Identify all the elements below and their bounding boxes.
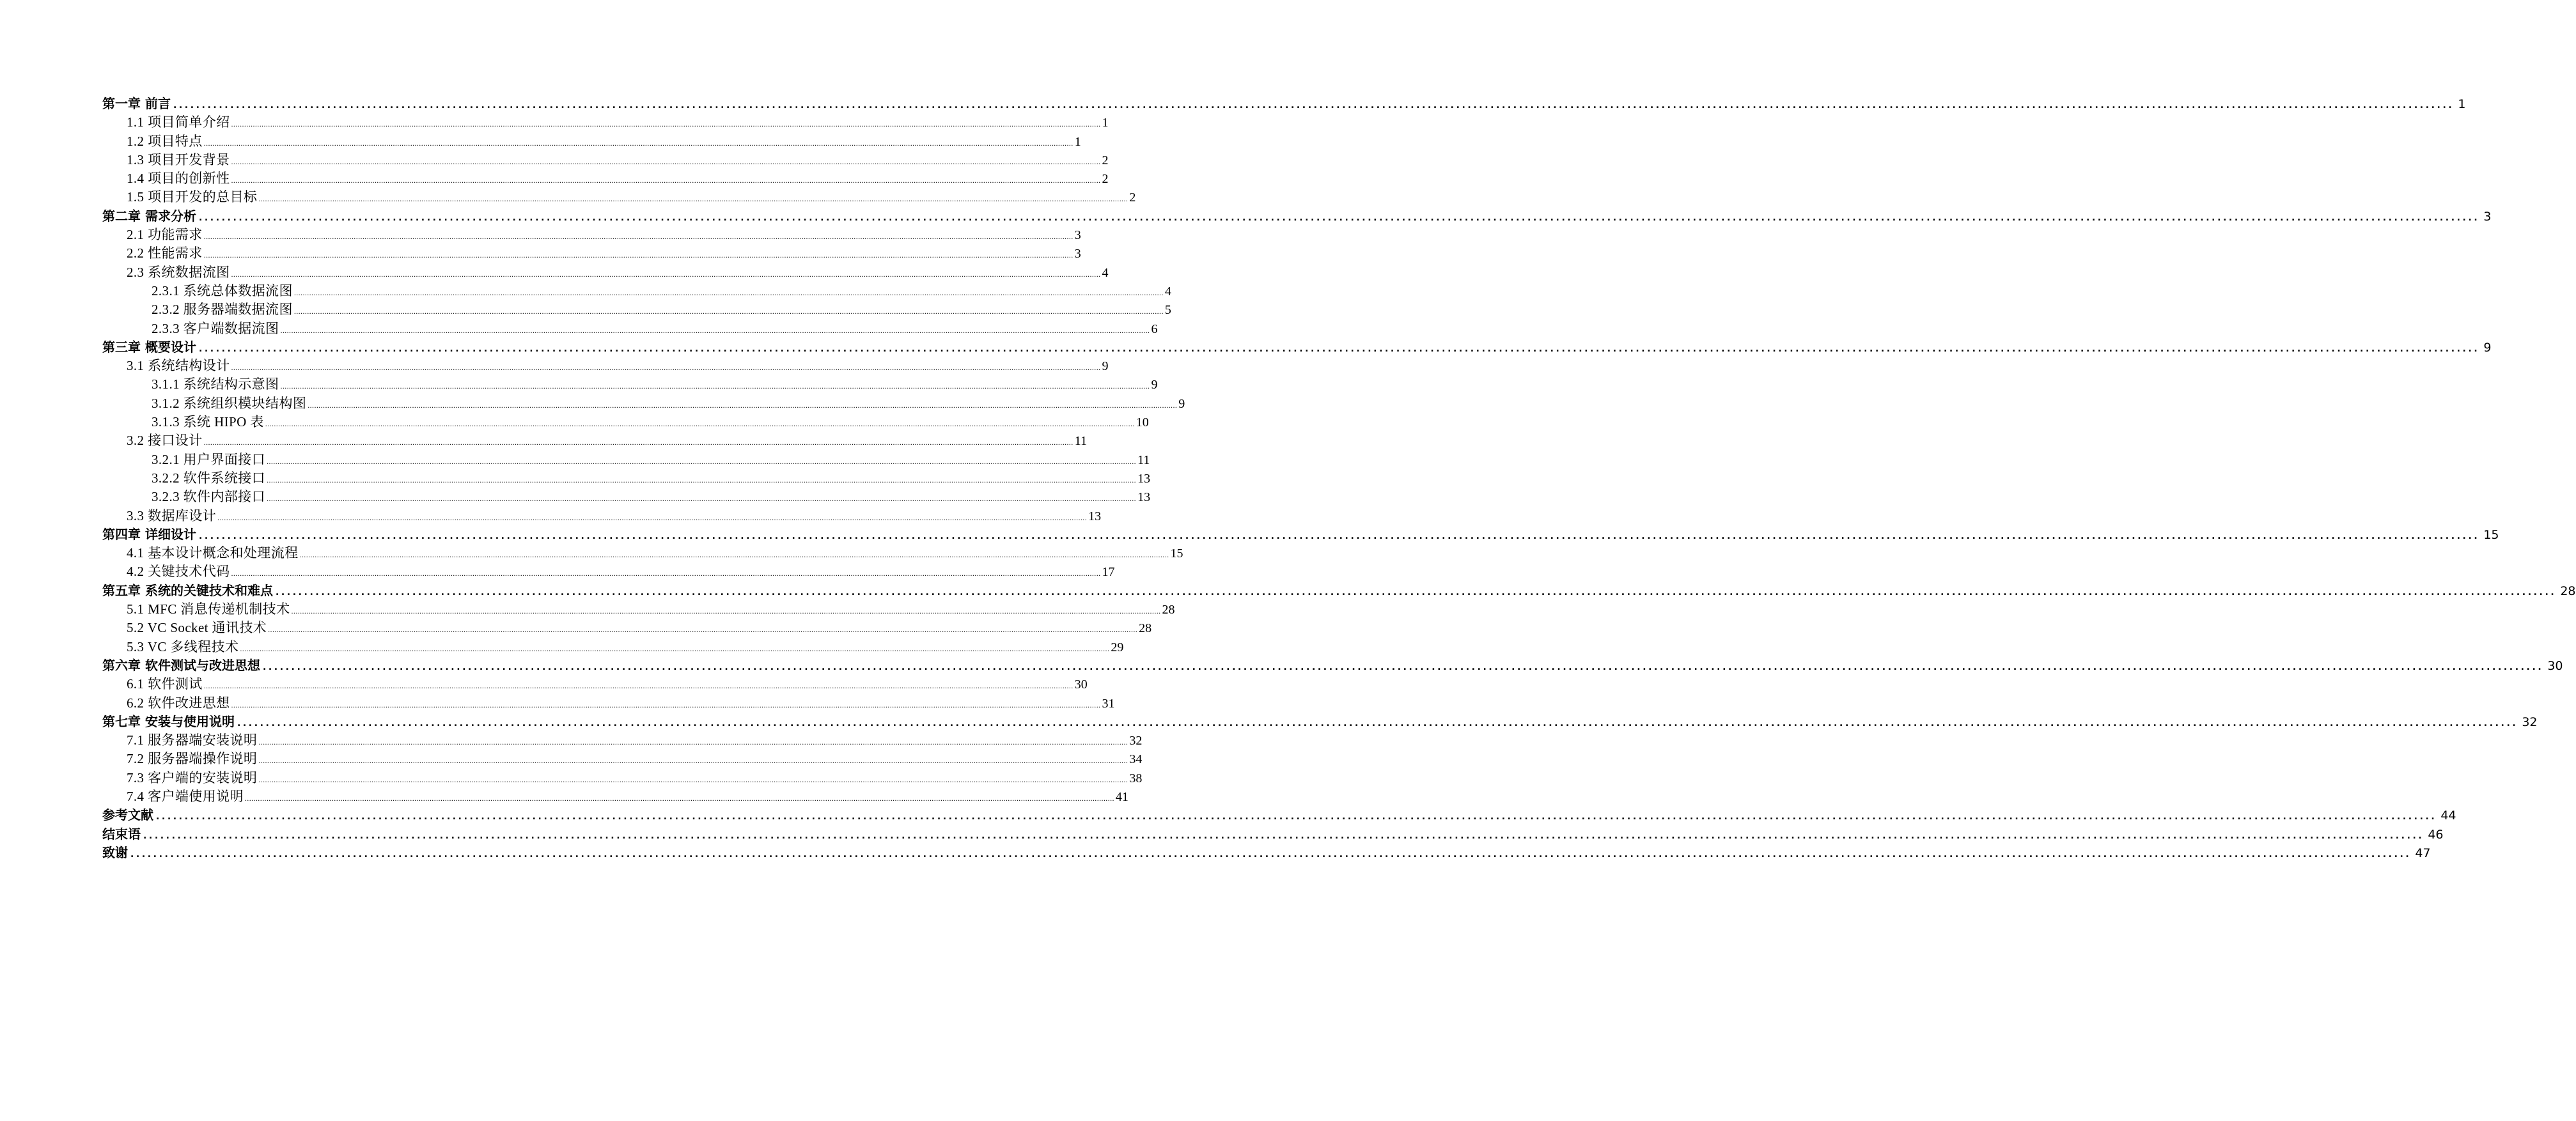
toc-section-entry[interactable]: [102, 132, 1081, 151]
toc-dot-leader: ................................................................................................................................................................................................................................................................................................................................................................................................................: [231, 363, 1101, 373]
toc-dot-leader: ................................................................................................................................................................................................................................................................................................................................................................................................................: [156, 812, 2437, 823]
toc-page-number: 6: [1151, 321, 1158, 336]
toc-section-entry[interactable]: [102, 431, 1087, 450]
toc-page-number: 11: [1137, 452, 1150, 467]
toc-entry-title: 第四章 详细设计: [102, 526, 196, 542]
toc-page-number: 4: [1102, 265, 1109, 280]
toc-section-entry[interactable]: [102, 357, 1109, 375]
toc-entry-title: 2.3.3 客户端数据流图: [152, 320, 279, 336]
toc-page-number: 1: [2458, 97, 2466, 111]
toc-dot-leader: ................................................................................................................................................................................................................................................................................................................................................................................................................: [231, 700, 1101, 709]
toc-page-number: 32: [2522, 715, 2538, 729]
toc-page-number: 15: [1170, 546, 1183, 561]
toc-page-number: 44: [2440, 808, 2456, 823]
toc-dot-leader: ................................................................................................................................................................................................................................................................................................................................................................................................................: [173, 100, 2455, 111]
toc-chapter-entry[interactable]: [102, 713, 2538, 731]
toc-subsection-entry[interactable]: [102, 394, 1185, 413]
toc-page-number: 13: [1088, 509, 1102, 523]
toc-subsection-entry[interactable]: [102, 300, 1171, 319]
toc-entry-title: 7.2 服务器端操作说明: [127, 751, 258, 767]
toc-section-entry[interactable]: [102, 188, 1136, 206]
toc-dot-leader: ................................................................................................................................................................................................................................................................................................................................................................................................................: [240, 644, 1110, 653]
toc-page-number: 28: [1162, 603, 1175, 617]
toc-dot-leader: ................................................................................................................................................................................................................................................................................................................................................................................................................: [231, 176, 1101, 185]
toc-page-number: 29: [1111, 640, 1124, 654]
toc-dot-leader: ................................................................................................................................................................................................................................................................................................................................................................................................................: [299, 550, 1169, 560]
toc-chapter-entry[interactable]: [102, 338, 2492, 357]
toc-entry-title: 3.2 接口设计: [127, 433, 203, 449]
toc-dot-leader: ................................................................................................................................................................................................................................................................................................................................................................................................................: [275, 587, 2557, 598]
toc-section-entry[interactable]: [102, 787, 1128, 806]
toc-entry-title: 1.5 项目开发的总目标: [127, 189, 258, 205]
toc-chapter-entry[interactable]: [102, 95, 2466, 113]
toc-dot-leader: ................................................................................................................................................................................................................................................................................................................................................................................................................: [267, 456, 1137, 466]
toc-section-entry[interactable]: [102, 544, 1183, 562]
toc-entry-title: 7.4 客户端使用说明: [127, 788, 244, 804]
toc-page-number: 10: [1136, 415, 1149, 430]
toc-page-number: 28: [1139, 621, 1152, 636]
toc-page-number: 32: [1129, 734, 1143, 748]
toc-chapter-entry[interactable]: [102, 825, 2444, 844]
toc-dot-leader: ................................................................................................................................................................................................................................................................................................................................................................................................................: [203, 138, 1073, 148]
toc-page-number: 2: [1102, 172, 1109, 187]
toc-page-number: 9: [1102, 359, 1109, 374]
toc-dot-leader: ................................................................................................................................................................................................................................................................................................................................................................................................................: [280, 325, 1150, 335]
toc-entry-title: 第七章 安装与使用说明: [102, 713, 235, 729]
toc-page-number: 28: [2560, 584, 2576, 598]
table-of-contents: [102, 95, 2576, 862]
toc-section-entry[interactable]: [102, 731, 1143, 750]
toc-dot-leader: ................................................................................................................................................................................................................................................................................................................................................................................................................: [265, 419, 1135, 429]
toc-entry-title: 第五章 系统的关键技术和难点: [102, 582, 273, 598]
toc-section-entry[interactable]: [102, 244, 1081, 263]
toc-dot-leader: ................................................................................................................................................................................................................................................................................................................................................................................................................: [258, 194, 1128, 204]
toc-section-entry[interactable]: [102, 226, 1081, 244]
toc-subsection-entry[interactable]: [102, 488, 1151, 506]
toc-entry-title: 3.2.3 软件内部接口: [152, 489, 266, 505]
toc-dot-leader: ................................................................................................................................................................................................................................................................................................................................................................................................................: [268, 625, 1138, 635]
toc-dot-leader: ................................................................................................................................................................................................................................................................................................................................................................................................................: [258, 756, 1128, 766]
toc-section-entry[interactable]: [102, 638, 1124, 656]
toc-section-entry[interactable]: [102, 694, 1115, 713]
toc-entry-title: 6.2 软件改进思想: [127, 695, 230, 711]
toc-section-entry[interactable]: [102, 750, 1143, 768]
toc-entry-title: 第二章 需求分析: [102, 208, 196, 224]
toc-page-number: 11: [1074, 434, 1087, 449]
toc-entry-title: 3.1.3 系统 HIPO 表: [152, 414, 264, 430]
toc-page-number: 46: [2428, 827, 2444, 842]
toc-subsection-entry[interactable]: [102, 469, 1151, 488]
toc-dot-leader: ................................................................................................................................................................................................................................................................................................................................................................................................................: [231, 120, 1101, 129]
toc-page-number: 3: [1074, 228, 1081, 243]
toc-entry-title: 3.3 数据库设计: [127, 507, 217, 523]
toc-subsection-entry[interactable]: [102, 451, 1150, 469]
toc-subsection-entry[interactable]: [102, 282, 1171, 300]
toc-dot-leader: ................................................................................................................................................................................................................................................................................................................................................................................................................: [217, 513, 1088, 522]
toc-chapter-entry[interactable]: [102, 806, 2456, 824]
toc-dot-leader: ................................................................................................................................................................................................................................................................................................................................................................................................................: [258, 738, 1128, 747]
toc-dot-leader: ................................................................................................................................................................................................................................................................................................................................................................................................................: [231, 269, 1101, 279]
toc-section-entry[interactable]: [102, 113, 1109, 132]
toc-subsection-entry[interactable]: [102, 320, 1158, 338]
toc-entry-title: 3.2.2 软件系统接口: [152, 470, 266, 486]
toc-entry-title: 6.1 软件测试: [127, 676, 203, 692]
toc-page-number: 9: [1151, 378, 1158, 392]
toc-dot-leader: ................................................................................................................................................................................................................................................................................................................................................................................................................: [231, 157, 1101, 166]
toc-entry-title: 3.1.1 系统结构示意图: [152, 376, 279, 392]
toc-entry-title: 7.3 客户端的安装说明: [127, 769, 258, 785]
toc-dot-leader: ................................................................................................................................................................................................................................................................................................................................................................................................................: [143, 830, 2424, 841]
toc-entry-title: 5.1 MFC 消息传递机制技术: [127, 601, 290, 617]
toc-chapter-entry[interactable]: [102, 656, 2563, 675]
toc-section-entry[interactable]: [102, 600, 1175, 619]
toc-page-number: 41: [1115, 789, 1128, 804]
toc-section-entry[interactable]: [102, 562, 1115, 581]
toc-page-number: 3: [2483, 209, 2492, 224]
toc-chapter-entry[interactable]: [102, 844, 2431, 862]
toc-page-number: 17: [1102, 565, 1115, 580]
toc-dot-leader: ................................................................................................................................................................................................................................................................................................................................................................................................................: [291, 607, 1161, 616]
toc-entry-title: 第三章 概要设计: [102, 339, 196, 355]
toc-entry-title: 第一章 前言: [102, 96, 171, 111]
toc-dot-leader: ................................................................................................................................................................................................................................................................................................................................................................................................................: [203, 438, 1073, 447]
toc-entry-title: 5.3 VC 多线程技术: [127, 638, 239, 654]
toc-entry-title: 4.1 基本设计概念和处理流程: [127, 545, 299, 561]
toc-subsection-entry[interactable]: [102, 413, 1149, 431]
toc-section-entry[interactable]: [102, 151, 1109, 169]
toc-page-number: 1: [1074, 134, 1081, 149]
toc-section-entry[interactable]: [102, 619, 1152, 637]
toc-dot-leader: ................................................................................................................................................................................................................................................................................................................................................................................................................: [293, 288, 1164, 297]
toc-dot-leader: ................................................................................................................................................................................................................................................................................................................................................................................................................: [280, 382, 1150, 391]
toc-dot-leader: ................................................................................................................................................................................................................................................................................................................................................................................................................: [203, 251, 1073, 260]
toc-entry-title: 1.3 项目开发背景: [127, 151, 230, 167]
toc-page-number: 13: [1137, 471, 1151, 486]
toc-page-number: 15: [2483, 527, 2499, 542]
toc-page-number: 2: [1129, 190, 1136, 205]
toc-dot-leader: ................................................................................................................................................................................................................................................................................................................................................................................................................: [203, 232, 1073, 242]
toc-entry-title: 1.2 项目特点: [127, 133, 203, 149]
toc-entry-title: 2.2 性能需求: [127, 245, 203, 261]
toc-dot-leader: ................................................................................................................................................................................................................................................................................................................................................................................................................: [203, 681, 1073, 691]
toc-page-number: 5: [1164, 303, 1171, 318]
toc-section-entry[interactable]: [102, 675, 1088, 693]
toc-chapter-entry[interactable]: [102, 207, 2492, 226]
toc-dot-leader: ................................................................................................................................................................................................................................................................................................................................................................................................................: [237, 718, 2518, 729]
toc-entry-title: 3.2.1 用户界面接口: [152, 451, 266, 467]
toc-page-number: 9: [1178, 396, 1185, 411]
toc-entry-title: 3.1 系统结构设计: [127, 358, 230, 374]
toc-entry-title: 2.3.1 系统总体数据流图: [152, 282, 293, 298]
toc-dot-leader: ................................................................................................................................................................................................................................................................................................................................................................................................................: [262, 661, 2544, 672]
toc-page-number: 47: [2415, 846, 2431, 860]
toc-dot-leader: ................................................................................................................................................................................................................................................................................................................................................................................................................: [267, 494, 1137, 504]
toc-page-number: 34: [1129, 752, 1143, 767]
toc-dot-leader: ................................................................................................................................................................................................................................................................................................................................................................................................................: [130, 849, 2412, 860]
toc-page-number: 38: [1129, 771, 1143, 785]
toc-entry-title: 第六章 软件测试与改进思想: [102, 657, 260, 673]
toc-page-number: 30: [2547, 658, 2563, 673]
toc-entry-title: 结束语: [102, 826, 141, 842]
toc-page-number: 9: [2483, 340, 2492, 355]
toc-entry-title: 1.1 项目简单介绍: [127, 114, 230, 130]
toc-entry-title: 参考文献: [102, 807, 153, 823]
toc-entry-title: 4.2 关键技术代码: [127, 564, 230, 580]
toc-page-number: 2: [1102, 153, 1109, 167]
toc-entry-title: 7.1 服务器端安装说明: [127, 732, 258, 748]
toc-page-number: 31: [1102, 696, 1115, 711]
toc-dot-leader: ................................................................................................................................................................................................................................................................................................................................................................................................................: [198, 343, 2480, 354]
toc-section-entry[interactable]: [102, 507, 1102, 525]
toc-section-entry[interactable]: [102, 169, 1109, 188]
toc-page-number: 13: [1137, 490, 1151, 505]
toc-dot-leader: ................................................................................................................................................................................................................................................................................................................................................................................................................: [198, 212, 2480, 223]
toc-dot-leader: ................................................................................................................................................................................................................................................................................................................................................................................................................: [198, 530, 2480, 541]
toc-chapter-entry[interactable]: [102, 525, 2499, 544]
toc-page-number: 1: [1102, 116, 1109, 130]
toc-page-number: 4: [1164, 284, 1171, 298]
toc-page-number: 30: [1074, 677, 1088, 692]
toc-dot-leader: ................................................................................................................................................................................................................................................................................................................................................................................................................: [267, 475, 1137, 484]
toc-entry-title: 致谢: [102, 844, 128, 860]
toc-chapter-entry[interactable]: [102, 582, 2576, 600]
toc-dot-leader: ................................................................................................................................................................................................................................................................................................................................................................................................................: [293, 307, 1164, 316]
toc-entry-title: 2.3 系统数据流图: [127, 264, 230, 280]
toc-page-number: 3: [1074, 247, 1081, 261]
toc-dot-leader: ................................................................................................................................................................................................................................................................................................................................................................................................................: [308, 400, 1178, 410]
toc-section-entry[interactable]: [102, 769, 1143, 787]
toc-subsection-entry[interactable]: [102, 375, 1158, 394]
toc-section-entry[interactable]: [102, 263, 1109, 282]
toc-dot-leader: ................................................................................................................................................................................................................................................................................................................................................................................................................: [258, 775, 1128, 784]
toc-dot-leader: ................................................................................................................................................................................................................................................................................................................................................................................................................: [231, 569, 1101, 578]
toc-entry-title: 2.1 功能需求: [127, 227, 203, 243]
toc-entry-title: 3.1.2 系统组织模块结构图: [152, 395, 307, 411]
toc-dot-leader: ................................................................................................................................................................................................................................................................................................................................................................................................................: [244, 793, 1114, 803]
toc-entry-title: 5.2 VC Socket 通讯技术: [127, 620, 267, 636]
toc-entry-title: 2.3.2 服务器端数据流图: [152, 302, 293, 318]
toc-entry-title: 1.4 项目的创新性: [127, 171, 230, 187]
